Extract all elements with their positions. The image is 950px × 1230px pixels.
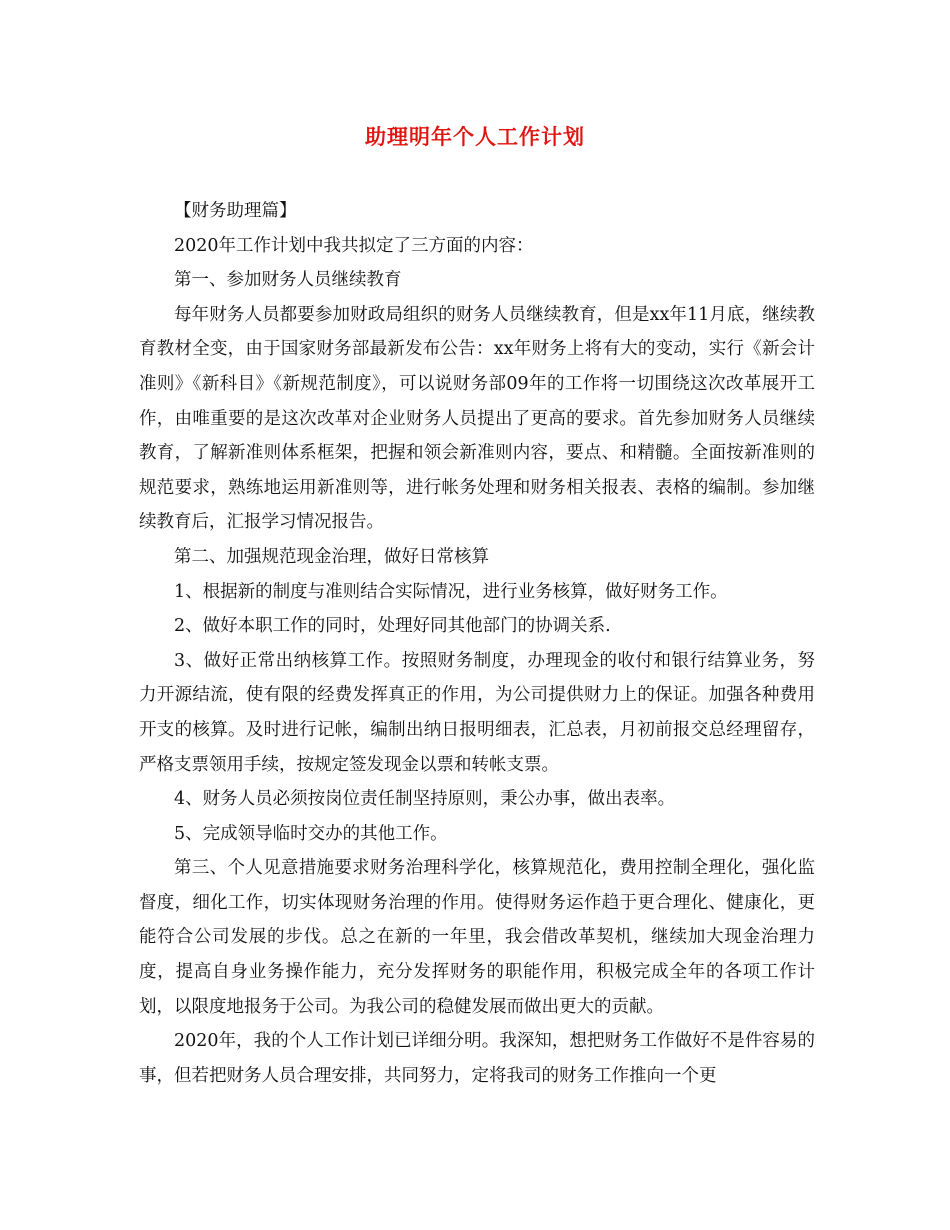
section-heading-finance-assistant: 【财务助理篇】 [174, 201, 297, 221]
list-item-2: 2、做好本职工作的同时，处理好同其他部门的协调关系. [174, 616, 611, 637]
paragraph-conclusion: 2020年，我的个人工作计划已详细分明。我深知，想把财务工作做好不是件容易的事，但若把财务人员合理安排，共同努力，定将我司的财务工作推向一个更 [139, 1031, 815, 1086]
list-item-3: 3、做好正常出纳核算工作。按照财务制度，办理现金的收付和银行结算业务，努力开源结流，使有限的经费发挥真正的作用，为公司提供财力上的保证。加强各种费用开支的核算。及时进行记帐，编制出纳日报明细表，汇总表，月初前报交总经理留存，严格支票领用手续，按规定签发现金以票和转帐支票。 [139, 650, 815, 775]
page-title: 助理明年个人工作计划 [365, 124, 585, 149]
list-item-1: 1、根据新的制度与准则结合实际情况，进行业务核算，做好财务工作。 [174, 581, 728, 602]
paragraph-section-3: 第三、个人见意措施要求财务治理科学化，核算规范化，费用控制全理化，强化监督度，细化工作，切实体现财务治理的作用。使得财务运作趋于更合理化、健康化，更能符合公司发展的步伐。总之在新的一年里，我会借改革契机，继续加大现金治理力度，提高自身业务操作能力，充分发挥财务的职能作用，积极完成全年的各项工作计划，以限度地报务于公司。为我公司的稳健发展而做出更大的贡献。 [139, 858, 815, 1017]
paragraph-intro: 2020年工作计划中我共拟定了三方面的内容： [174, 235, 534, 256]
list-item-4: 4、财务人员必须按岗位责任制坚持原则，秉公办事，做出表率。 [174, 789, 676, 810]
section-heading-1: 第一、参加财务人员继续教育 [174, 270, 402, 291]
section-heading-2: 第二、加强规范现金治理，做好日常核算 [174, 546, 489, 567]
paragraph-continuing-education: 每年财务人员都要参加财政局组织的财务人员继续教育，但是xx年11月底，继续教育教材全变，由于国家财务部最新发布公告：xx年财务上将有大的变动，实行《新会计准则》《新科目》《新规范制度》，可以说财务部09年的工作将一切围绕这次改革展开工作，由唯重要的是这次改革对企业财务人员提出了更高的要求。首先参加财务人员继续教育，了解新准则体系框架，把握和领会新准则内容，要点、和精髓。全面按新准则的规范要求，熟练地运用新准则等，进行帐务处理和财务相关报表、表格的编制。参加继续教育后，汇报学习情况报告。 [139, 304, 815, 533]
list-item-5: 5、完成领导临时交办的其他工作。 [174, 823, 448, 844]
document-body [139, 194, 815, 1093]
